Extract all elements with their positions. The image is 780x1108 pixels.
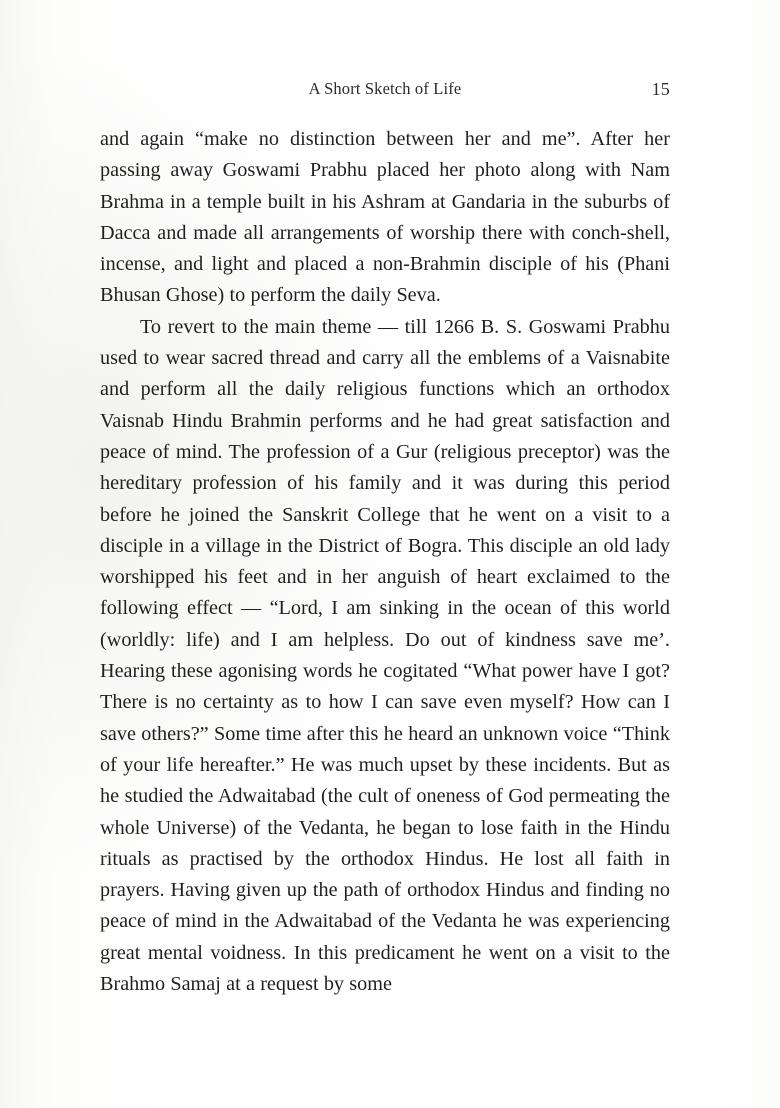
- page-number: 15: [651, 79, 670, 99]
- paragraph-continuation: and again “make no distinction between her and me”. After her passing away Goswami Prabhu placed her photo along with Nam Brahma in a temple built in his Ashram at Gandaria in the suburbs of Dacca and made all arrangements of worship there with conch-shell, incense, and light and placed a non-Brahmin disciple of his (Phani Bhusan Ghose) to perform the daily Seva.: [100, 128, 670, 307]
- paragraph-main-theme: To revert to the main theme — till 1266 B. S. Goswami Prabhu used to wear sacred thread and carry all the emblems of a Vaisnabite and perform all the daily religious functions which an orthodox Vaisnab Hindu Brahmin performs and he had great satisfaction and peace of mind. The profession of a Gur (religious preceptor) was the hereditary profession of his family and it was during this period before he joined the Sanskrit College that he went on a visit to a disciple in a village in the District of Bogra. This disciple an old lady worshipped his feet and in her anguish of heart exclaimed to the following effect — “Lord, I am sinking in the ocean of this world (worldly: life) and I am helpless. Do out of kindness save me’. Hearing these agonising words he cogitated “What power have I got? There is no certainty as to how I can save even myself? How can I save others?” Some time after this he heard an unknown voice “Think of your life hereafter.” He was much upset by these incidents. But as he studied the Adwaitabad (the cult of oneness of God permeating the whole Universe) of the Vedanta, he began to lose faith in the Hindu rituals as practised by the orthodox Hindus. He lost all faith in prayers. Having given up the path of orthodox Hindus and finding no peace of mind in the Adwaitabad of the Vedanta he was experiencing great mental voidness. In this predicament he went on a visit to the Brahmo Samaj at a request by some: [100, 315, 670, 996]
- body-text-block: [100, 124, 670, 1000]
- running-head: [100, 78, 670, 100]
- running-head-title: A Short Sketch of Life: [308, 79, 462, 98]
- page-content-area: [100, 0, 670, 1108]
